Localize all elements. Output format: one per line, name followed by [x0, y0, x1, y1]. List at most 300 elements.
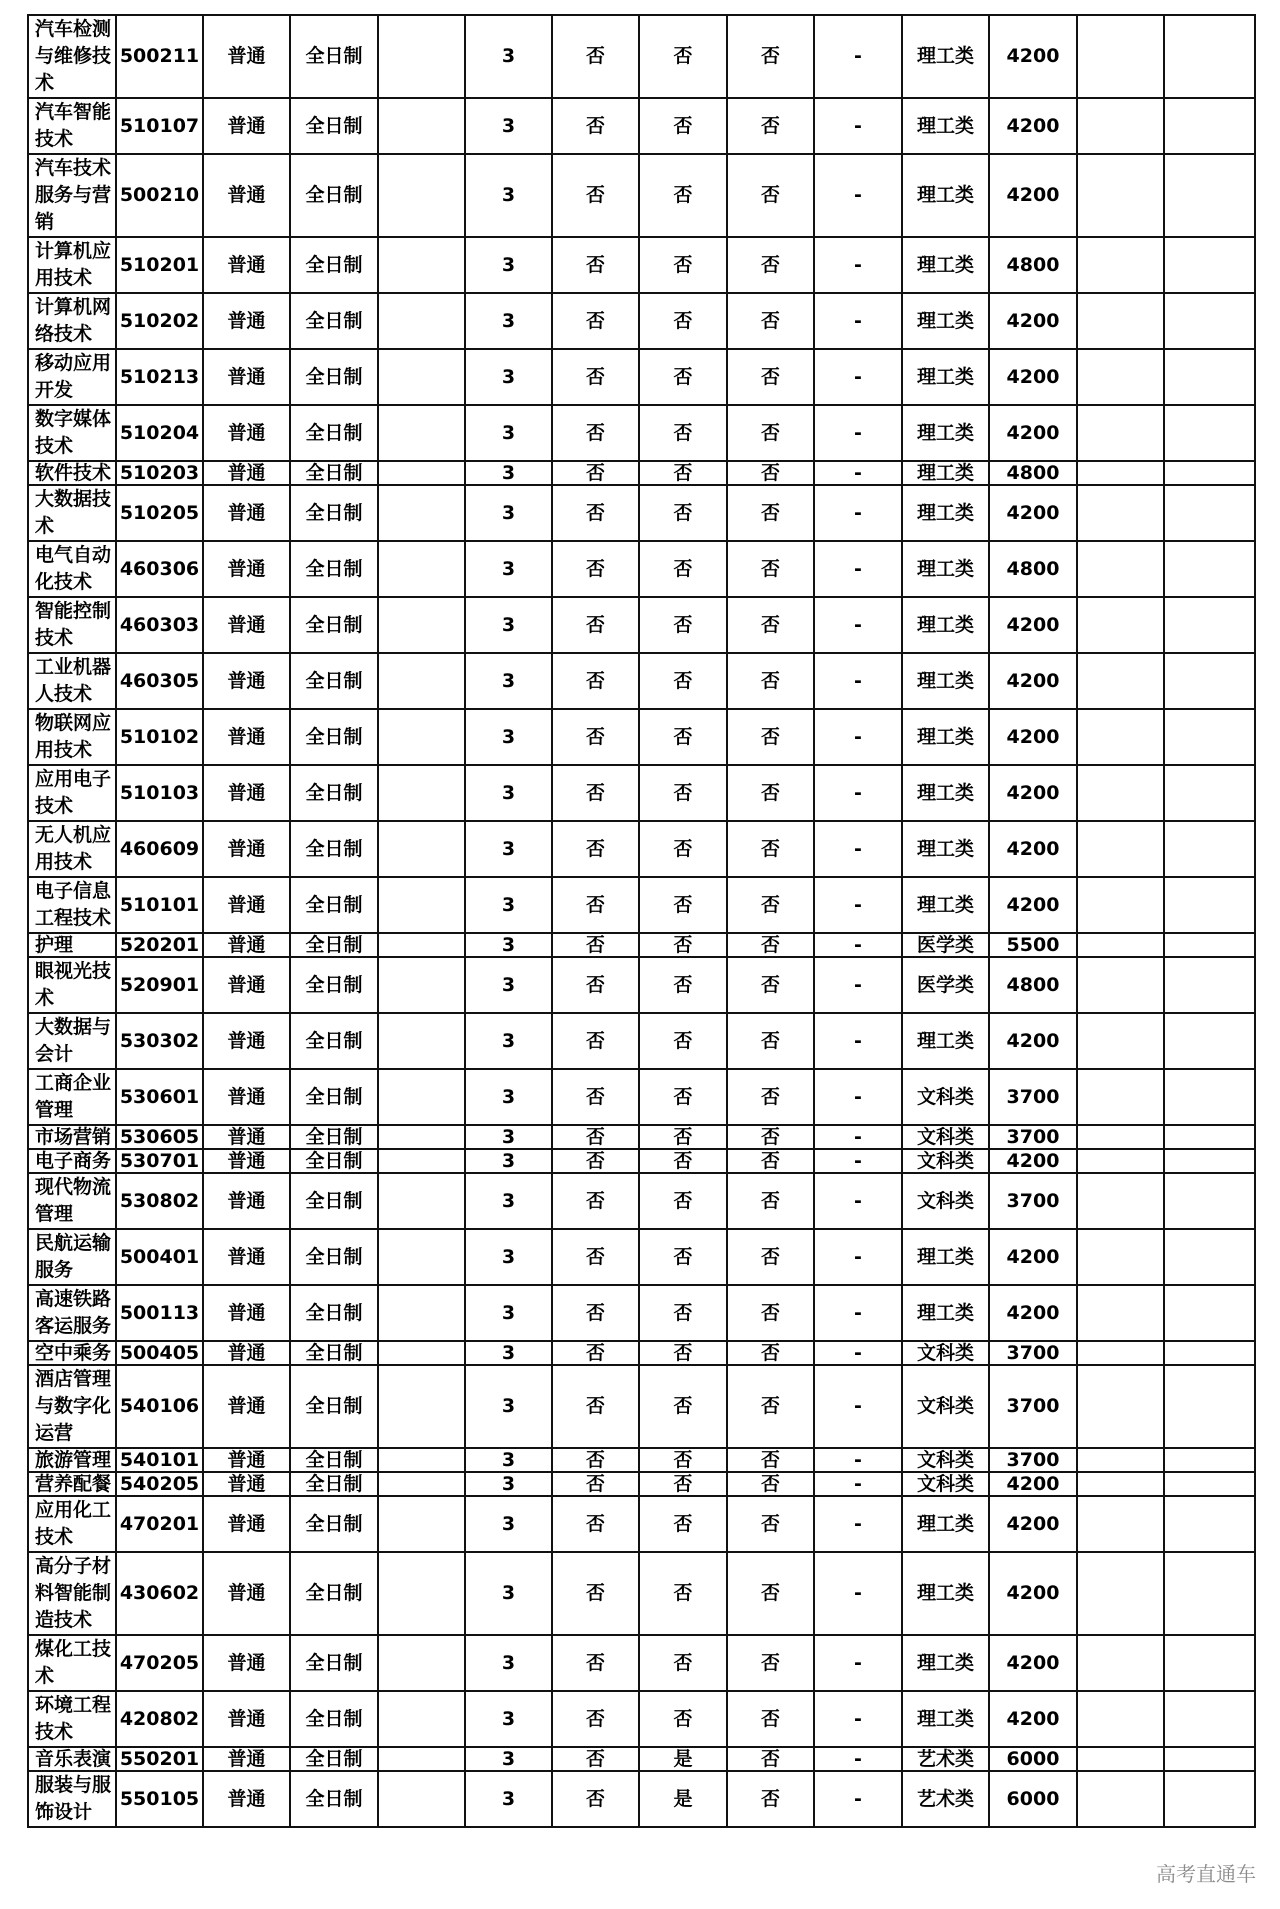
- dash-cell: -: [814, 1635, 902, 1691]
- category-cell: 理工类: [902, 1285, 989, 1341]
- category-cell: 文科类: [902, 1472, 989, 1496]
- table-row: [28, 1448, 1255, 1472]
- major-code-cell: 510205: [116, 485, 203, 541]
- category-cell: 理工类: [902, 709, 989, 765]
- empty-cell: [1164, 1635, 1255, 1691]
- flag-cell: 否: [727, 653, 814, 709]
- empty-cell: [1164, 1365, 1255, 1448]
- empty-cell: [1077, 1448, 1164, 1472]
- major-code-cell: 460306: [116, 541, 203, 597]
- table-row: [28, 821, 1255, 877]
- dash-cell: -: [814, 1125, 902, 1149]
- empty-cell: [1077, 349, 1164, 405]
- empty-cell: [1077, 1496, 1164, 1552]
- empty-cell: [1164, 957, 1255, 1013]
- tuition-cell: 4200: [989, 1229, 1077, 1285]
- study-mode-cell: 全日制: [290, 1496, 378, 1552]
- table-row: [28, 237, 1255, 293]
- empty-cell: [378, 541, 465, 597]
- years-cell: 3: [465, 15, 552, 98]
- category-cell: 理工类: [902, 461, 989, 485]
- flag-cell: 否: [552, 933, 639, 957]
- flag-cell: 否: [727, 15, 814, 98]
- years-cell: 3: [465, 461, 552, 485]
- empty-cell: [1164, 765, 1255, 821]
- major-name-cell: 眼视光技术: [28, 957, 116, 1013]
- flag-cell: 否: [552, 349, 639, 405]
- flag-cell: 是: [639, 1771, 727, 1827]
- level-cell: 普通: [203, 1285, 290, 1341]
- flag-cell: 否: [639, 1069, 727, 1125]
- major-code-cell: 510101: [116, 877, 203, 933]
- major-code-cell: 500113: [116, 1285, 203, 1341]
- flag-cell: 否: [552, 1552, 639, 1635]
- flag-cell: 否: [727, 1771, 814, 1827]
- level-cell: 普通: [203, 154, 290, 237]
- major-code-cell: 520201: [116, 933, 203, 957]
- flag-cell: 否: [639, 293, 727, 349]
- major-code-cell: 530302: [116, 1013, 203, 1069]
- category-cell: 理工类: [902, 653, 989, 709]
- dash-cell: -: [814, 1472, 902, 1496]
- empty-cell: [1077, 765, 1164, 821]
- flag-cell: 否: [552, 98, 639, 154]
- empty-cell: [1077, 1365, 1164, 1448]
- level-cell: 普通: [203, 709, 290, 765]
- tuition-cell: 4200: [989, 349, 1077, 405]
- dash-cell: -: [814, 237, 902, 293]
- study-mode-cell: 全日制: [290, 1552, 378, 1635]
- study-mode-cell: 全日制: [290, 1448, 378, 1472]
- major-code-cell: 530605: [116, 1125, 203, 1149]
- flag-cell: 否: [552, 1747, 639, 1771]
- major-code-cell: 530701: [116, 1149, 203, 1173]
- flag-cell: 否: [727, 541, 814, 597]
- flag-cell: 否: [639, 877, 727, 933]
- major-name-cell: 计算机应用技术: [28, 237, 116, 293]
- years-cell: 3: [465, 1448, 552, 1472]
- years-cell: 3: [465, 765, 552, 821]
- category-cell: 理工类: [902, 485, 989, 541]
- major-name-cell: 大数据与会计: [28, 1013, 116, 1069]
- table-row: [28, 541, 1255, 597]
- category-cell: 理工类: [902, 154, 989, 237]
- flag-cell: 否: [639, 98, 727, 154]
- flag-cell: 否: [727, 1013, 814, 1069]
- dash-cell: -: [814, 1069, 902, 1125]
- tuition-cell: 3700: [989, 1069, 1077, 1125]
- flag-cell: 否: [727, 1125, 814, 1149]
- tuition-cell: 3700: [989, 1341, 1077, 1365]
- flag-cell: 否: [552, 1013, 639, 1069]
- dash-cell: -: [814, 1013, 902, 1069]
- flag-cell: 否: [727, 1496, 814, 1552]
- category-cell: 理工类: [902, 1635, 989, 1691]
- empty-cell: [1164, 405, 1255, 461]
- flag-cell: 否: [552, 709, 639, 765]
- major-code-cell: 500211: [116, 15, 203, 98]
- major-name-cell: 营养配餐: [28, 1472, 116, 1496]
- flag-cell: 否: [727, 1747, 814, 1771]
- major-code-cell: 470201: [116, 1496, 203, 1552]
- dash-cell: -: [814, 154, 902, 237]
- dash-cell: -: [814, 1173, 902, 1229]
- level-cell: 普通: [203, 821, 290, 877]
- table-row: [28, 653, 1255, 709]
- major-name-cell: 大数据技术: [28, 485, 116, 541]
- flag-cell: 否: [727, 1341, 814, 1365]
- empty-cell: [1164, 1341, 1255, 1365]
- empty-cell: [1077, 653, 1164, 709]
- years-cell: 3: [465, 1013, 552, 1069]
- tuition-cell: 4800: [989, 957, 1077, 1013]
- category-cell: 文科类: [902, 1069, 989, 1125]
- empty-cell: [1164, 1747, 1255, 1771]
- empty-cell: [378, 653, 465, 709]
- major-code-cell: 470205: [116, 1635, 203, 1691]
- level-cell: 普通: [203, 765, 290, 821]
- flag-cell: 否: [552, 1173, 639, 1229]
- tuition-cell: 4200: [989, 1552, 1077, 1635]
- category-cell: 理工类: [902, 405, 989, 461]
- table-row: [28, 405, 1255, 461]
- table-row: [28, 1069, 1255, 1125]
- empty-cell: [1164, 1173, 1255, 1229]
- study-mode-cell: 全日制: [290, 1069, 378, 1125]
- major-name-cell: 旅游管理: [28, 1448, 116, 1472]
- empty-cell: [1077, 957, 1164, 1013]
- empty-cell: [1077, 1069, 1164, 1125]
- empty-cell: [1077, 1635, 1164, 1691]
- major-code-cell: 500210: [116, 154, 203, 237]
- empty-cell: [378, 1472, 465, 1496]
- flag-cell: 否: [639, 1149, 727, 1173]
- level-cell: 普通: [203, 653, 290, 709]
- dash-cell: -: [814, 1229, 902, 1285]
- flag-cell: 否: [727, 1365, 814, 1448]
- major-name-cell: 汽车智能技术: [28, 98, 116, 154]
- flag-cell: 否: [727, 154, 814, 237]
- flag-cell: 否: [552, 1771, 639, 1827]
- dash-cell: -: [814, 15, 902, 98]
- dash-cell: -: [814, 653, 902, 709]
- flag-cell: 否: [727, 1149, 814, 1173]
- level-cell: 普通: [203, 1013, 290, 1069]
- empty-cell: [1077, 1149, 1164, 1173]
- empty-cell: [378, 1747, 465, 1771]
- major-name-cell: 空中乘务: [28, 1341, 116, 1365]
- tuition-cell: 4200: [989, 1285, 1077, 1341]
- major-name-cell: 电气自动化技术: [28, 541, 116, 597]
- table-row: [28, 461, 1255, 485]
- study-mode-cell: 全日制: [290, 933, 378, 957]
- tuition-cell: 4200: [989, 821, 1077, 877]
- level-cell: 普通: [203, 1229, 290, 1285]
- flag-cell: 否: [727, 1472, 814, 1496]
- flag-cell: 否: [639, 15, 727, 98]
- empty-cell: [1077, 1771, 1164, 1827]
- flag-cell: 否: [552, 1635, 639, 1691]
- major-name-cell: 电子信息工程技术: [28, 877, 116, 933]
- flag-cell: 否: [639, 1285, 727, 1341]
- flag-cell: 否: [639, 1472, 727, 1496]
- level-cell: 普通: [203, 98, 290, 154]
- dash-cell: -: [814, 877, 902, 933]
- empty-cell: [1077, 821, 1164, 877]
- years-cell: 3: [465, 1069, 552, 1125]
- major-code-cell: 430602: [116, 1552, 203, 1635]
- table-row: [28, 15, 1255, 98]
- study-mode-cell: 全日制: [290, 1771, 378, 1827]
- empty-cell: [378, 237, 465, 293]
- empty-cell: [378, 1771, 465, 1827]
- flag-cell: 否: [552, 405, 639, 461]
- flag-cell: 否: [727, 405, 814, 461]
- dash-cell: -: [814, 597, 902, 653]
- study-mode-cell: 全日制: [290, 1365, 378, 1448]
- empty-cell: [1164, 653, 1255, 709]
- flag-cell: 否: [727, 709, 814, 765]
- watermark-text: 高考直通车: [1156, 1862, 1256, 1886]
- dash-cell: -: [814, 1149, 902, 1173]
- years-cell: 3: [465, 1635, 552, 1691]
- major-code-cell: 420802: [116, 1691, 203, 1747]
- years-cell: 3: [465, 98, 552, 154]
- empty-cell: [378, 349, 465, 405]
- major-name-cell: 数字媒体技术: [28, 405, 116, 461]
- flag-cell: 否: [639, 1229, 727, 1285]
- empty-cell: [378, 1013, 465, 1069]
- level-cell: 普通: [203, 877, 290, 933]
- flag-cell: 否: [639, 933, 727, 957]
- flag-cell: 否: [727, 293, 814, 349]
- major-code-cell: 520901: [116, 957, 203, 1013]
- study-mode-cell: 全日制: [290, 1285, 378, 1341]
- flag-cell: 否: [552, 541, 639, 597]
- empty-cell: [1077, 405, 1164, 461]
- level-cell: 普通: [203, 1496, 290, 1552]
- tuition-cell: 4200: [989, 709, 1077, 765]
- empty-cell: [1077, 1552, 1164, 1635]
- level-cell: 普通: [203, 237, 290, 293]
- flag-cell: 否: [727, 1552, 814, 1635]
- category-cell: 理工类: [902, 15, 989, 98]
- category-cell: 艺术类: [902, 1771, 989, 1827]
- empty-cell: [378, 821, 465, 877]
- empty-cell: [1164, 293, 1255, 349]
- table-row: [28, 1013, 1255, 1069]
- category-cell: 文科类: [902, 1448, 989, 1472]
- dash-cell: -: [814, 1448, 902, 1472]
- dash-cell: -: [814, 405, 902, 461]
- study-mode-cell: 全日制: [290, 1229, 378, 1285]
- study-mode-cell: 全日制: [290, 461, 378, 485]
- category-cell: 文科类: [902, 1149, 989, 1173]
- dash-cell: -: [814, 1496, 902, 1552]
- empty-cell: [1077, 1285, 1164, 1341]
- dash-cell: -: [814, 98, 902, 154]
- level-cell: 普通: [203, 349, 290, 405]
- table-row: [28, 1496, 1255, 1552]
- major-name-cell: 物联网应用技术: [28, 709, 116, 765]
- empty-cell: [1164, 98, 1255, 154]
- level-cell: 普通: [203, 15, 290, 98]
- flag-cell: 否: [552, 1365, 639, 1448]
- level-cell: 普通: [203, 957, 290, 1013]
- empty-cell: [1077, 15, 1164, 98]
- flag-cell: 否: [639, 1013, 727, 1069]
- category-cell: 医学类: [902, 957, 989, 1013]
- major-code-cell: 500405: [116, 1341, 203, 1365]
- study-mode-cell: 全日制: [290, 1635, 378, 1691]
- level-cell: 普通: [203, 1149, 290, 1173]
- major-name-cell: 现代物流管理: [28, 1173, 116, 1229]
- category-cell: 理工类: [902, 349, 989, 405]
- tuition-cell: 4200: [989, 597, 1077, 653]
- category-cell: 理工类: [902, 293, 989, 349]
- dash-cell: -: [814, 1771, 902, 1827]
- flag-cell: 否: [552, 1125, 639, 1149]
- empty-cell: [378, 461, 465, 485]
- flag-cell: 否: [727, 1229, 814, 1285]
- major-code-cell: 500401: [116, 1229, 203, 1285]
- tuition-cell: 4800: [989, 461, 1077, 485]
- major-code-cell: 510107: [116, 98, 203, 154]
- empty-cell: [378, 1125, 465, 1149]
- study-mode-cell: 全日制: [290, 957, 378, 1013]
- flag-cell: 否: [727, 821, 814, 877]
- major-code-cell: 540205: [116, 1472, 203, 1496]
- flag-cell: 否: [552, 485, 639, 541]
- study-mode-cell: 全日制: [290, 1125, 378, 1149]
- tuition-cell: 4200: [989, 765, 1077, 821]
- major-code-cell: 460609: [116, 821, 203, 877]
- tuition-cell: 4200: [989, 98, 1077, 154]
- study-mode-cell: 全日制: [290, 1691, 378, 1747]
- empty-cell: [1164, 821, 1255, 877]
- empty-cell: [1077, 1691, 1164, 1747]
- dash-cell: -: [814, 957, 902, 1013]
- empty-cell: [1164, 237, 1255, 293]
- empty-cell: [1077, 1747, 1164, 1771]
- flag-cell: 否: [639, 1341, 727, 1365]
- empty-cell: [1164, 597, 1255, 653]
- tuition-cell: 4200: [989, 1496, 1077, 1552]
- empty-cell: [378, 877, 465, 933]
- level-cell: 普通: [203, 1552, 290, 1635]
- years-cell: 3: [465, 154, 552, 237]
- major-code-cell: 510213: [116, 349, 203, 405]
- table-row: [28, 154, 1255, 237]
- level-cell: 普通: [203, 1635, 290, 1691]
- empty-cell: [378, 597, 465, 653]
- level-cell: 普通: [203, 933, 290, 957]
- empty-cell: [378, 1448, 465, 1472]
- empty-cell: [378, 1635, 465, 1691]
- study-mode-cell: 全日制: [290, 1013, 378, 1069]
- empty-cell: [378, 1341, 465, 1365]
- empty-cell: [1077, 877, 1164, 933]
- major-code-cell: 510204: [116, 405, 203, 461]
- major-name-cell: 酒店管理与数字化运营: [28, 1365, 116, 1448]
- major-name-cell: 护理: [28, 933, 116, 957]
- study-mode-cell: 全日制: [290, 821, 378, 877]
- table-row: [28, 765, 1255, 821]
- flag-cell: 否: [552, 293, 639, 349]
- empty-cell: [378, 1229, 465, 1285]
- dash-cell: -: [814, 1747, 902, 1771]
- years-cell: 3: [465, 405, 552, 461]
- empty-cell: [1164, 1496, 1255, 1552]
- study-mode-cell: 全日制: [290, 1149, 378, 1173]
- flag-cell: 否: [552, 597, 639, 653]
- category-cell: 理工类: [902, 1691, 989, 1747]
- empty-cell: [378, 933, 465, 957]
- major-name-cell: 移动应用开发: [28, 349, 116, 405]
- level-cell: 普通: [203, 1069, 290, 1125]
- flag-cell: 否: [552, 1496, 639, 1552]
- major-name-cell: 应用化工技术: [28, 1496, 116, 1552]
- study-mode-cell: 全日制: [290, 98, 378, 154]
- level-cell: 普通: [203, 1771, 290, 1827]
- flag-cell: 否: [727, 237, 814, 293]
- flag-cell: 否: [639, 1691, 727, 1747]
- category-cell: 艺术类: [902, 1747, 989, 1771]
- category-cell: 理工类: [902, 1552, 989, 1635]
- empty-cell: [378, 293, 465, 349]
- table-body: [28, 15, 1255, 1827]
- flag-cell: 否: [639, 1552, 727, 1635]
- empty-cell: [1077, 1341, 1164, 1365]
- tuition-cell: 3700: [989, 1173, 1077, 1229]
- years-cell: 3: [465, 821, 552, 877]
- tuition-cell: 6000: [989, 1771, 1077, 1827]
- level-cell: 普通: [203, 485, 290, 541]
- major-name-cell: 工业机器人技术: [28, 653, 116, 709]
- flag-cell: 否: [552, 957, 639, 1013]
- dash-cell: -: [814, 1341, 902, 1365]
- years-cell: 3: [465, 237, 552, 293]
- study-mode-cell: 全日制: [290, 1472, 378, 1496]
- level-cell: 普通: [203, 1341, 290, 1365]
- empty-cell: [1164, 541, 1255, 597]
- flag-cell: 否: [727, 933, 814, 957]
- tuition-cell: 4200: [989, 154, 1077, 237]
- table-row: [28, 1149, 1255, 1173]
- empty-cell: [378, 1691, 465, 1747]
- major-name-cell: 软件技术: [28, 461, 116, 485]
- dash-cell: -: [814, 349, 902, 405]
- empty-cell: [378, 709, 465, 765]
- flag-cell: 否: [727, 1691, 814, 1747]
- empty-cell: [1164, 485, 1255, 541]
- flag-cell: 否: [727, 597, 814, 653]
- study-mode-cell: 全日制: [290, 349, 378, 405]
- flag-cell: 否: [639, 485, 727, 541]
- study-mode-cell: 全日制: [290, 237, 378, 293]
- empty-cell: [1077, 1013, 1164, 1069]
- tuition-cell: 4200: [989, 1013, 1077, 1069]
- flag-cell: 否: [552, 653, 639, 709]
- category-cell: 文科类: [902, 1173, 989, 1229]
- level-cell: 普通: [203, 1173, 290, 1229]
- years-cell: 3: [465, 1229, 552, 1285]
- table-row: [28, 877, 1255, 933]
- study-mode-cell: 全日制: [290, 405, 378, 461]
- study-mode-cell: 全日制: [290, 1173, 378, 1229]
- study-mode-cell: 全日制: [290, 541, 378, 597]
- tuition-cell: 4200: [989, 1472, 1077, 1496]
